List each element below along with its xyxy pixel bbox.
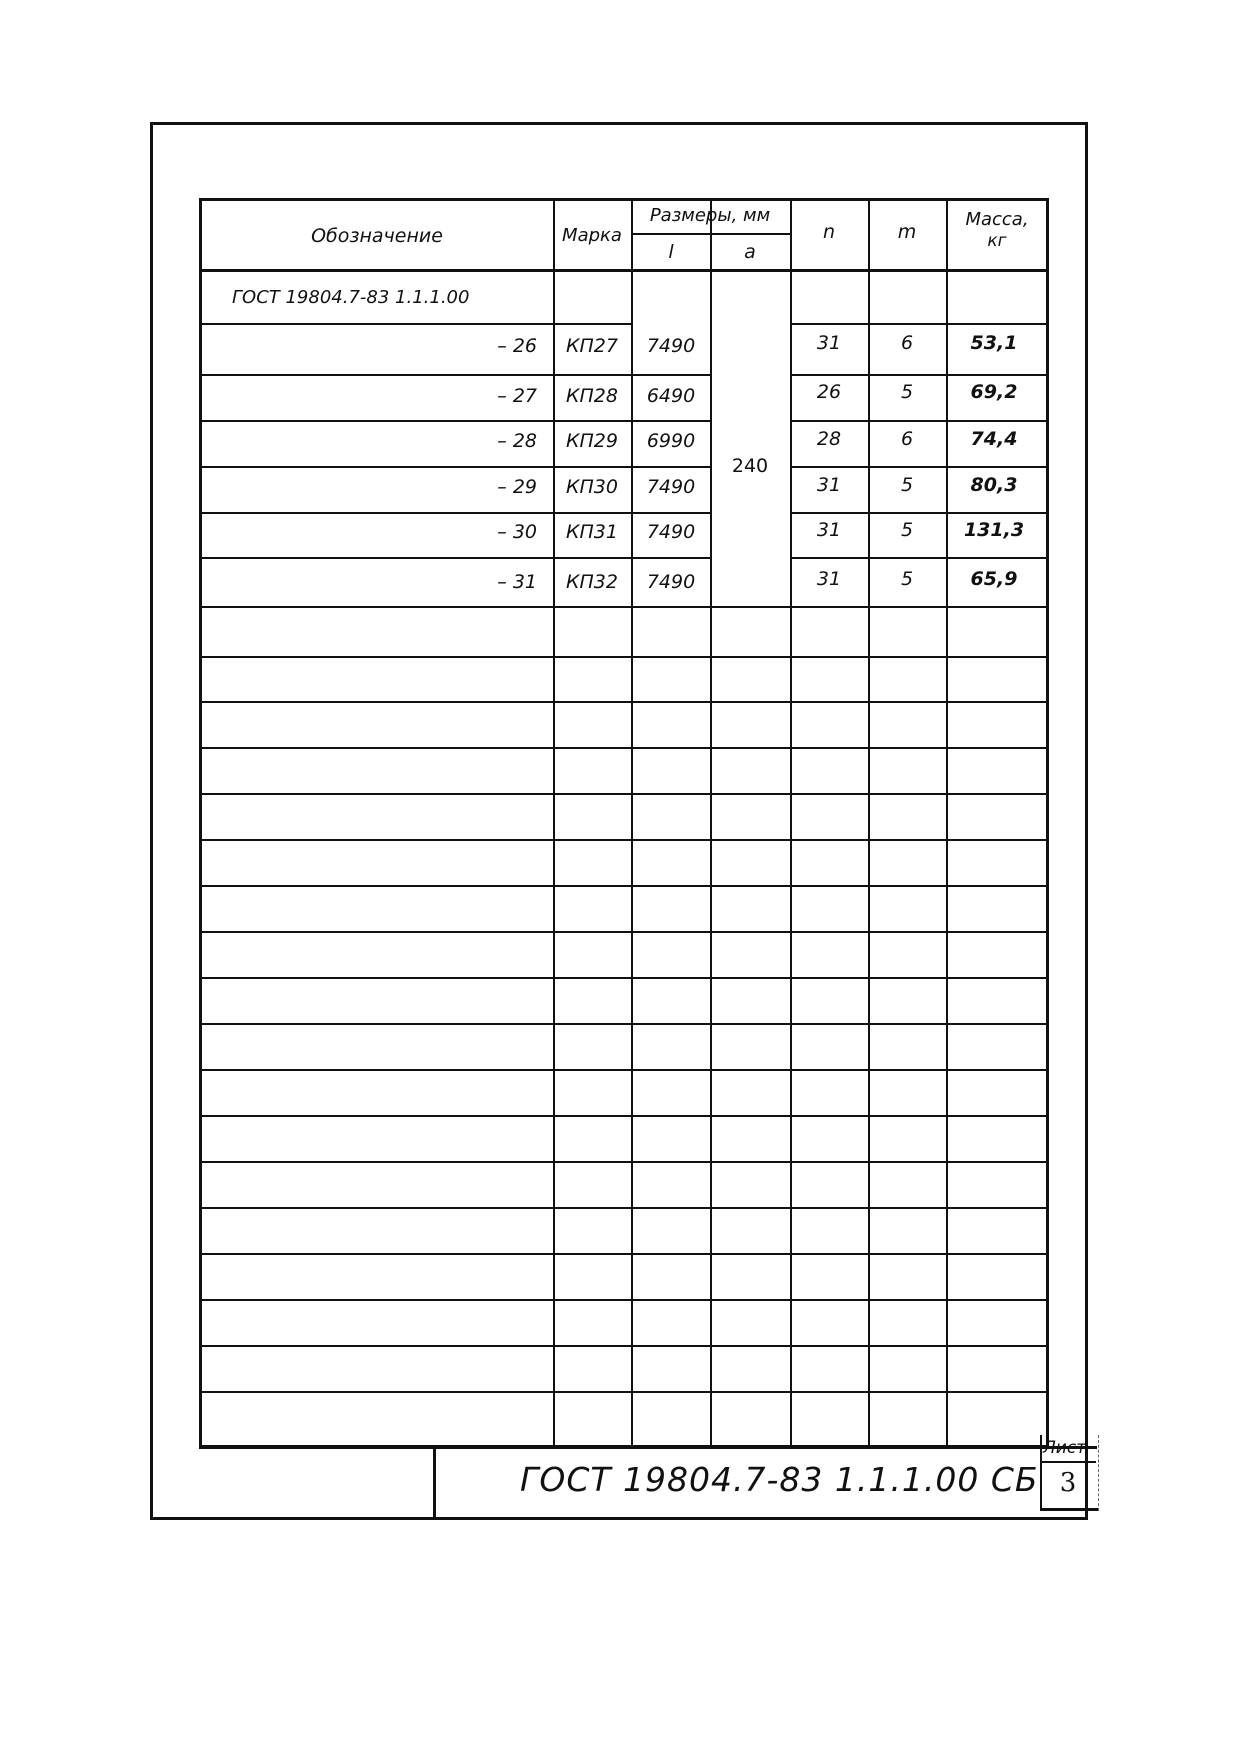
header-mark: Марка <box>562 225 622 246</box>
row-line <box>202 839 1046 841</box>
stamp-divider <box>433 1448 436 1518</box>
row-line <box>202 1161 1046 1163</box>
row-m: 5 <box>900 519 914 541</box>
header-mass-line1: Масса, <box>965 209 1029 230</box>
row-line <box>202 323 631 325</box>
header-dim-a: a <box>744 241 756 263</box>
document-code: ГОСТ 19804.7-83 1.1.1.00 СБ <box>520 1460 1039 1499</box>
row-designation: – 29 <box>497 476 537 498</box>
row-mass: 53,1 <box>970 332 1018 354</box>
row-n: 28 <box>816 428 842 450</box>
row-l: 7490 <box>646 521 696 543</box>
row-line <box>202 793 1046 795</box>
row-l: 7490 <box>646 335 696 357</box>
base-designation: ГОСТ 19804.7-83 1.1.1.00 <box>232 287 470 308</box>
stamp-top-line <box>199 1446 1097 1449</box>
sheet-number: 3 <box>1059 1468 1077 1498</box>
row-line <box>790 323 1046 325</box>
header-m: m <box>897 221 917 243</box>
row-line <box>202 512 710 514</box>
row-designation: – 28 <box>497 430 537 452</box>
row-l: 7490 <box>646 476 696 498</box>
row-m: 5 <box>900 381 914 403</box>
row-n: 26 <box>816 381 842 403</box>
row-n: 31 <box>816 519 842 541</box>
header-bottom-line <box>202 269 1046 272</box>
row-designation: – 30 <box>497 521 537 543</box>
row-line <box>790 512 1046 514</box>
row-l: 7490 <box>646 571 696 593</box>
row-line <box>790 466 1046 468</box>
row-designation: – 26 <box>497 335 537 357</box>
row-mass: 131,3 <box>963 519 1025 541</box>
specification-table <box>199 198 1049 1448</box>
col-line-mark <box>553 201 555 1445</box>
row-line <box>202 606 1046 608</box>
row-line <box>790 557 1046 559</box>
row-mark: КП31 <box>566 521 618 543</box>
row-line <box>202 1253 1046 1255</box>
row-line <box>202 1115 1046 1117</box>
row-m: 6 <box>900 332 914 354</box>
sheet-box-divider <box>1040 1461 1096 1463</box>
row-mass: 74,4 <box>970 428 1018 450</box>
row-mark: КП29 <box>566 430 618 452</box>
row-line <box>202 1207 1046 1209</box>
row-line <box>202 1069 1046 1071</box>
row-line <box>202 885 1046 887</box>
sheet-box-bottom <box>1040 1508 1098 1511</box>
row-designation: – 31 <box>497 571 537 593</box>
header-designation: Обозначение <box>311 225 443 247</box>
row-line <box>202 977 1046 979</box>
row-mark: КП30 <box>566 476 618 498</box>
row-designation: – 27 <box>497 385 537 407</box>
row-mass: 69,2 <box>970 381 1018 403</box>
header-mass-line2: кг <box>987 231 1007 251</box>
row-line <box>202 1023 1046 1025</box>
row-n: 31 <box>816 568 842 590</box>
row-n: 31 <box>816 332 842 354</box>
header-dim-l: l <box>668 241 674 263</box>
col-line-m <box>868 201 870 1445</box>
header-n: n <box>822 221 836 243</box>
row-l: 6490 <box>646 385 696 407</box>
row-line <box>202 557 710 559</box>
row-m: 5 <box>900 568 914 590</box>
col-line-mass <box>946 201 948 1445</box>
row-line <box>790 374 1046 376</box>
row-line <box>202 747 1046 749</box>
row-line <box>202 1391 1046 1393</box>
dims-header-divider <box>631 233 790 235</box>
sheet-label: Лист <box>1043 1438 1087 1458</box>
row-m: 6 <box>900 428 914 450</box>
row-mark: КП28 <box>566 385 618 407</box>
row-m: 5 <box>900 474 914 496</box>
row-line <box>790 420 1046 422</box>
row-mark: КП27 <box>566 335 618 357</box>
row-line <box>202 931 1046 933</box>
row-line <box>202 1299 1046 1301</box>
col-line-l <box>631 201 633 1445</box>
row-line <box>202 701 1046 703</box>
row-line <box>202 656 1046 658</box>
row-line <box>202 420 710 422</box>
row-mark: КП32 <box>566 571 618 593</box>
row-l: 6990 <box>646 430 696 452</box>
common-a-value: 240 <box>731 455 769 477</box>
row-line <box>202 466 710 468</box>
row-mass: 80,3 <box>970 474 1018 496</box>
col-line-n <box>790 201 792 1445</box>
header-dimensions: Размеры, мм <box>649 205 771 226</box>
row-n: 31 <box>816 474 842 496</box>
row-mass: 65,9 <box>970 568 1018 590</box>
row-line <box>202 1345 1046 1347</box>
col-line-a <box>710 201 712 1445</box>
row-line <box>202 374 710 376</box>
